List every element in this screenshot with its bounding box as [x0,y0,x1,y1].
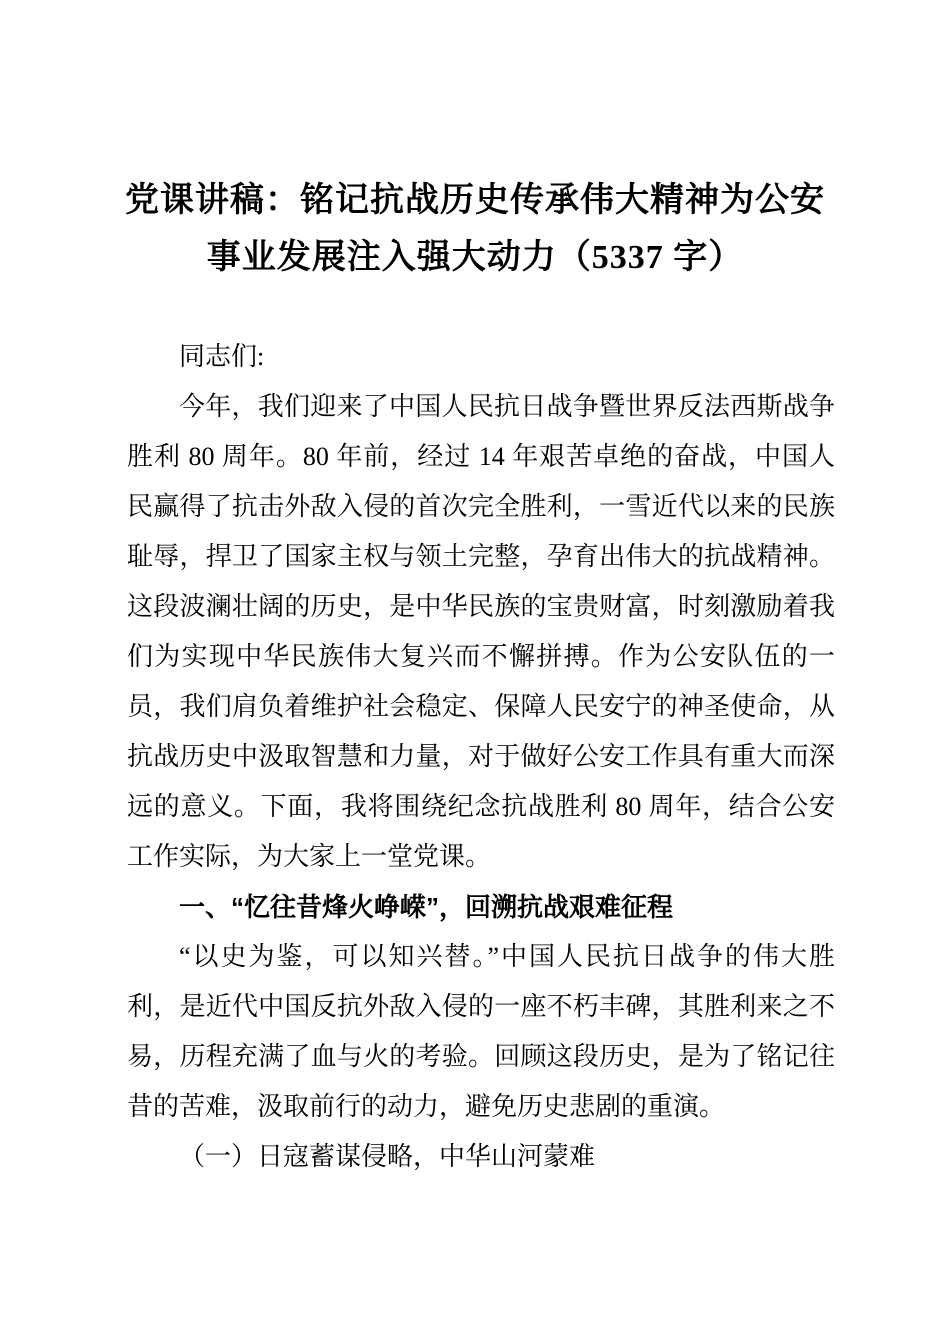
paragraph-intro: 今年，我们迎来了中国人民抗日战争暨世界反法西斯战争胜利 80 周年。80 年前，经过 14 年艰苦卓绝的奋战，中国人民赢得了抗击外敌入侵的首次完全胜利，一雪近代以来的民族耻辱，捍卫了国家主权与领土完整，孕育出伟大的抗战精神。这段波澜壮阔的历史，是中华民族的宝贵财富，时刻激励着我们为实现中华民族伟大复兴而不懈拼搏。作为公安队伍的一员，我们肩负着维护社会稳定、保障人民安宁的神圣使命，从抗战历史中汲取智慧和力量，对于做好公安工作具有重大而深远的意义。下面，我将围绕纪念抗战胜利 80 周年，结合公安工作实际，为大家上一堂党课。 [127,392,835,871]
subsection-heading-1-1: （一）日寇蓄谋侵略，中华山河蒙难 [179,1142,596,1171]
document-title [110,172,840,286]
document-body [127,332,835,1182]
paragraph-section-1: “以史为鉴，可以知兴替。”中国人民抗日战争的伟大胜利，是近代中国反抗外敌入侵的一座不朽丰碑，其胜利来之不易，历程充满了血与火的考验。回顾这段历史，是为了铭记往昔的苦难，汲取前行的动力，避免历史悲剧的重演。 [127,942,835,1121]
section-heading-1: 一、“忆往昔烽火峥嵘”，回溯抗战艰难征程 [179,892,674,922]
document-title-line-1: 党课讲稿：铭记抗战历史传承伟大精神为公安 [125,182,825,219]
greeting-line: 同志们: [179,342,265,371]
document-title-line-2: 事业发展注入强大动力（5337 字） [206,239,744,276]
